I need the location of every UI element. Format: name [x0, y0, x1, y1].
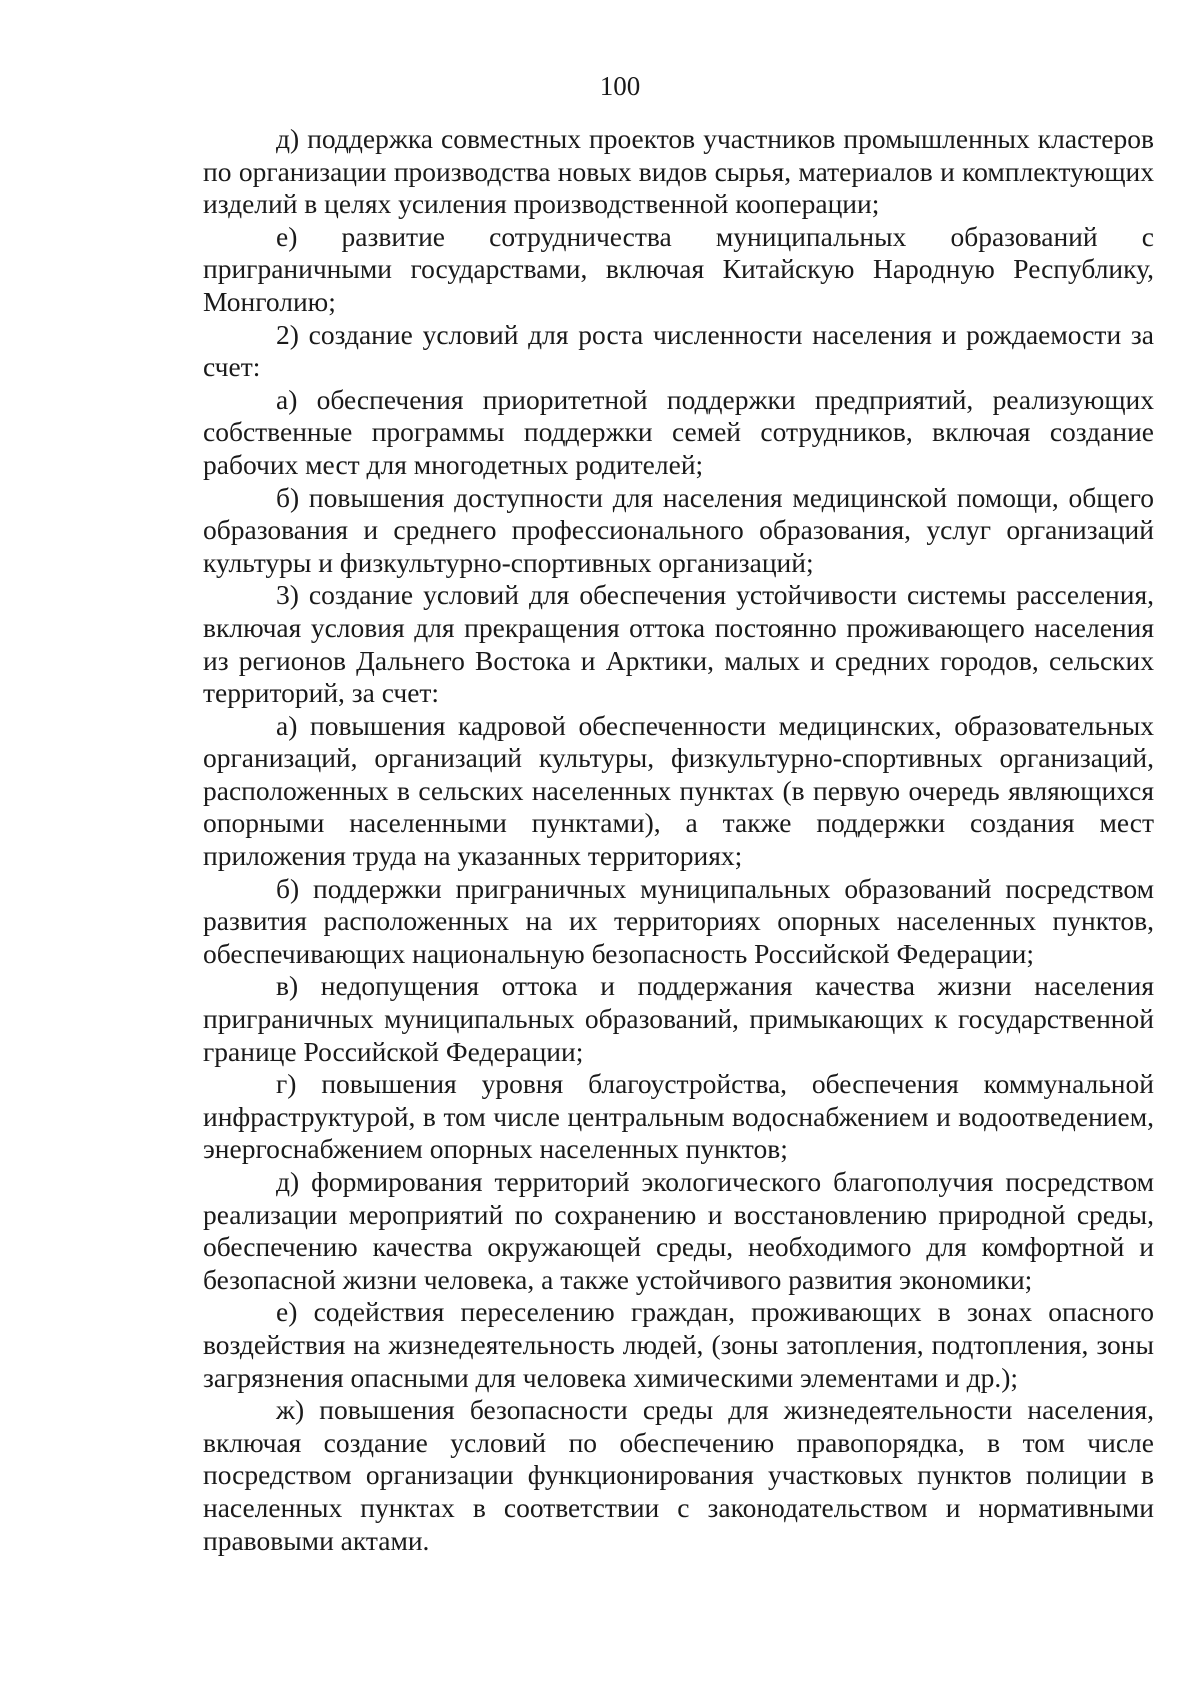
paragraph-2-population-growth: 2) создание условий для роста численности населения и рождаемости за счет: — [203, 318, 1154, 383]
paragraph-b-services-accessibility: б) повышения доступности для населения медицинской помощи, общего образования и среднего профессионального образования, услуг организаций культуры и физкультурно-спортивных организаций; — [203, 481, 1154, 578]
paragraph-e-resettlement: е) содействия переселению граждан, проживающих в зонах опасного воздействия на жизнедеятельность людей, (зоны затопления, подтопления, зоны загрязнения опасными для человека химическими элементами и др.); — [203, 1296, 1154, 1393]
paragraph-3-settlement-stability: 3) создание условий для обеспечения устойчивости системы расселения, включая условия для прекращения оттока постоянно проживающего населения из регионов Дальнего Востока и Арктики, малых и средних городов, сельских территорий, за счет: — [203, 579, 1154, 709]
paragraph-v-outflow-prevention: в) недопущения оттока и поддержания качества жизни населения приграничных муниципальных образований, примыкающих к государственной границе Российской Федерации; — [203, 970, 1154, 1067]
page-number: 100 — [599, 71, 641, 101]
document-body — [203, 123, 1154, 1557]
paragraph-e-border-cooperation: е) развитие сотрудничества муниципальных образований с приграничными государствами, включая Китайскую Народную Республику, Монголию; — [203, 220, 1154, 317]
paragraph-g-infrastructure: г) повышения уровня благоустройства, обеспечения коммунальной инфраструктурой, в том числе центральным водоснабжением и водоотведением, энергоснабжением опорных населенных пунктов; — [203, 1068, 1154, 1165]
paragraph-d-industrial-clusters: д) поддержка совместных проектов участников промышленных кластеров по организации производства новых видов сырья, материалов и комплектующих изделий в целях усиления производственной кооперации; — [203, 123, 1154, 220]
paragraph-a-enterprise-support: а) обеспечения приоритетной поддержки предприятий, реализующих собственные программы поддержки семей сотрудников, включая создание рабочих мест для многодетных родителей; — [203, 383, 1154, 480]
paragraph-b-border-municipalities: б) поддержки приграничных муниципальных образований посредством развития расположенных на их территориях опорных населенных пунктов, обеспечивающих национальную безопасность Российской Федерации; — [203, 872, 1154, 969]
paragraph-zh-safety: ж) повышения безопасности среды для жизнедеятельности населения, включая создание условий по обеспечению правопорядка, в том числе посредством организации функционирования участковых пунктов полиции в населенных пунктах в соответствии с законодательством и нормативными правовыми актами. — [203, 1394, 1154, 1556]
paragraph-d-ecological-wellbeing: д) формирования территорий экологического благополучия посредством реализации мероприятий по сохранению и восстановлению природной среды, обеспечению качества окружающей среды, необходимого для комфортной и безопасной жизни человека, а также устойчивого развития экономики; — [203, 1166, 1154, 1295]
paragraph-a-staffing: а) повышения кадровой обеспеченности медицинских, образовательных организаций, организаций культуры, физкультурно-спортивных организаций, расположенных в сельских населенных пунктах (в первую очередь являющихся опорными населенными пунктами), а также поддержки создания мест приложения труда на указанных территориях; — [203, 709, 1154, 872]
